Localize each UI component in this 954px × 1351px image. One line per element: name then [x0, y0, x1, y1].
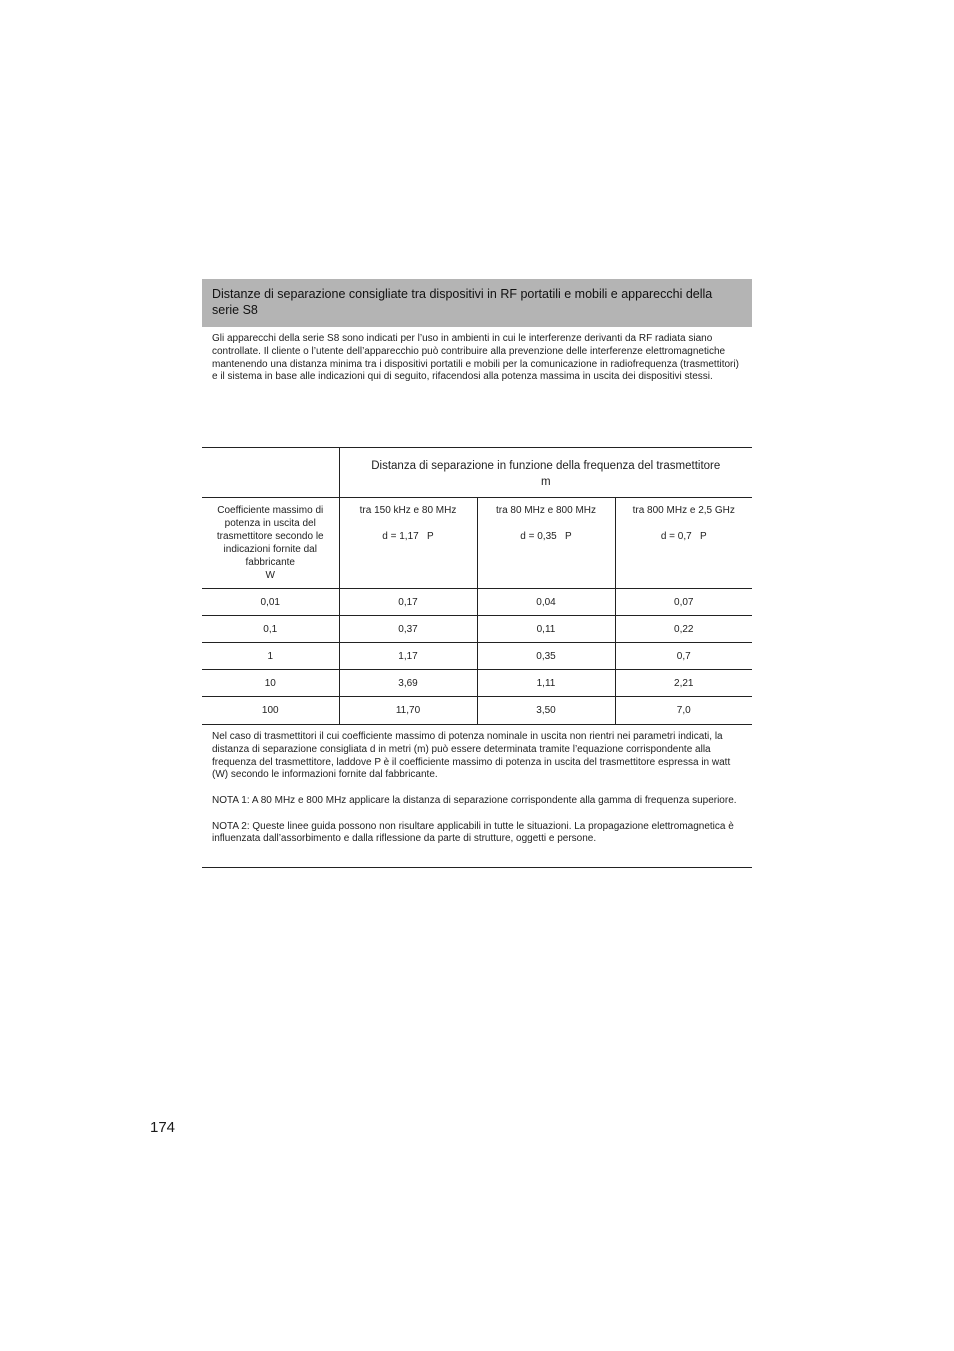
table-cell: 1,11 — [477, 670, 615, 697]
note-paragraph: NOTA 2: Queste linee guida possono non risultare applicabili in tutte le situazioni. La propagazione elettromagnetica è influenzata dall’assorbimento e dalla riflessione da parte di strutture, oggetti e persone. — [212, 820, 734, 845]
table-cell: 0,37 — [339, 616, 477, 643]
table-cell: 11,70 — [339, 697, 477, 725]
distance-unit-label: m — [540, 475, 551, 488]
table-cell: 0,22 — [615, 616, 752, 643]
table-cell: 0,17 — [339, 589, 477, 616]
power-header-label: Coefficiente massimo di potenza in uscita del trasmettitore secondo le indicazioni fornite dal fabbricante — [216, 505, 324, 568]
page-number: 174 — [150, 1119, 176, 1136]
table-row — [202, 697, 752, 725]
band-header-cell — [477, 498, 615, 589]
table-cell: 0,11 — [477, 616, 615, 643]
band-formula: d = 0,35 P — [520, 531, 572, 542]
intro-paragraph: Gli apparecchi della serie S8 sono indicati per l’uso in ambienti in cui le interferenze derivanti da RF radiata siano controllate. Il cliente o l’utente dell’apparecchio può contribuire alla prevenzione delle interferenze elettromagnetiche mantenendo una distanza minima tra i dispositivi portatili e mobili per la comunicazione in radiofrequenza (trasmettitori) e il sistema in base alle indicazioni qui di seguito, rifacendosi alla potenza massima in uscita dei dispositivi stessi. — [212, 333, 739, 383]
table-row — [202, 589, 752, 616]
table-cell: 2,21 — [615, 670, 752, 697]
table-cell: 1 — [202, 643, 339, 670]
table-cell: 1,17 — [339, 643, 477, 670]
notes-section — [202, 725, 752, 868]
distance-header-label: Distanza di separazione in funzione della frequenza del trasmettitore — [371, 459, 721, 472]
table-row — [202, 616, 752, 643]
separation-distance-section — [202, 279, 752, 868]
band-range-label: tra 800 MHz e 2,5 GHz — [632, 505, 735, 516]
table-row — [202, 670, 752, 697]
table-cell: 10 — [202, 670, 339, 697]
table-cell: 0,04 — [477, 589, 615, 616]
band-formula: d = 0,7 P — [660, 531, 707, 542]
table-cell: 0,01 — [202, 589, 339, 616]
table-cell: 3,69 — [339, 670, 477, 697]
note-paragraph: Nel caso di trasmettitori il cui coefficiente massimo di potenza nominale in uscita non rientri nei parametri indicati, la distanza di separazione consigliata d in metri (m) può essere determinata tramite l’equazione corrispondente alla frequenza del trasmettitore, laddove P è il coefficiente massimo di potenza in uscita del trasmettitore espressa in watt (W) secondo le informazioni fornite dal fabbricante. — [212, 731, 731, 781]
section-title: Distanze di separazione consigliate tra dispositivi in RF portatili e mobili e apparecchi della serie S8 — [202, 279, 752, 327]
table-cell: 0,07 — [615, 589, 752, 616]
table-subheader-row — [202, 498, 752, 589]
empty-header-cell — [202, 448, 339, 498]
table-cell: 3,50 — [477, 697, 615, 725]
power-unit-label: W — [265, 570, 275, 581]
table-cell: 7,0 — [615, 697, 752, 725]
table-row — [202, 643, 752, 670]
separation-distance-table — [202, 447, 752, 725]
distance-header-cell — [339, 448, 752, 498]
power-header-cell — [202, 498, 339, 589]
note-paragraph: NOTA 1: A 80 MHz e 800 MHz applicare la distanza di separazione corrispondente alla gamma di frequenza superiore. — [212, 794, 737, 806]
table-header-row — [202, 448, 752, 498]
band-header-cell — [339, 498, 477, 589]
band-header-cell — [615, 498, 752, 589]
table-cell: 100 — [202, 697, 339, 725]
band-range-label: tra 150 kHz e 80 MHz — [359, 505, 457, 516]
table-cell: 0,1 — [202, 616, 339, 643]
band-formula: d = 1,17 P — [382, 531, 434, 542]
table-cell: 0,35 — [477, 643, 615, 670]
band-range-label: tra 80 MHz e 800 MHz — [495, 505, 597, 516]
table-cell: 0,7 — [615, 643, 752, 670]
